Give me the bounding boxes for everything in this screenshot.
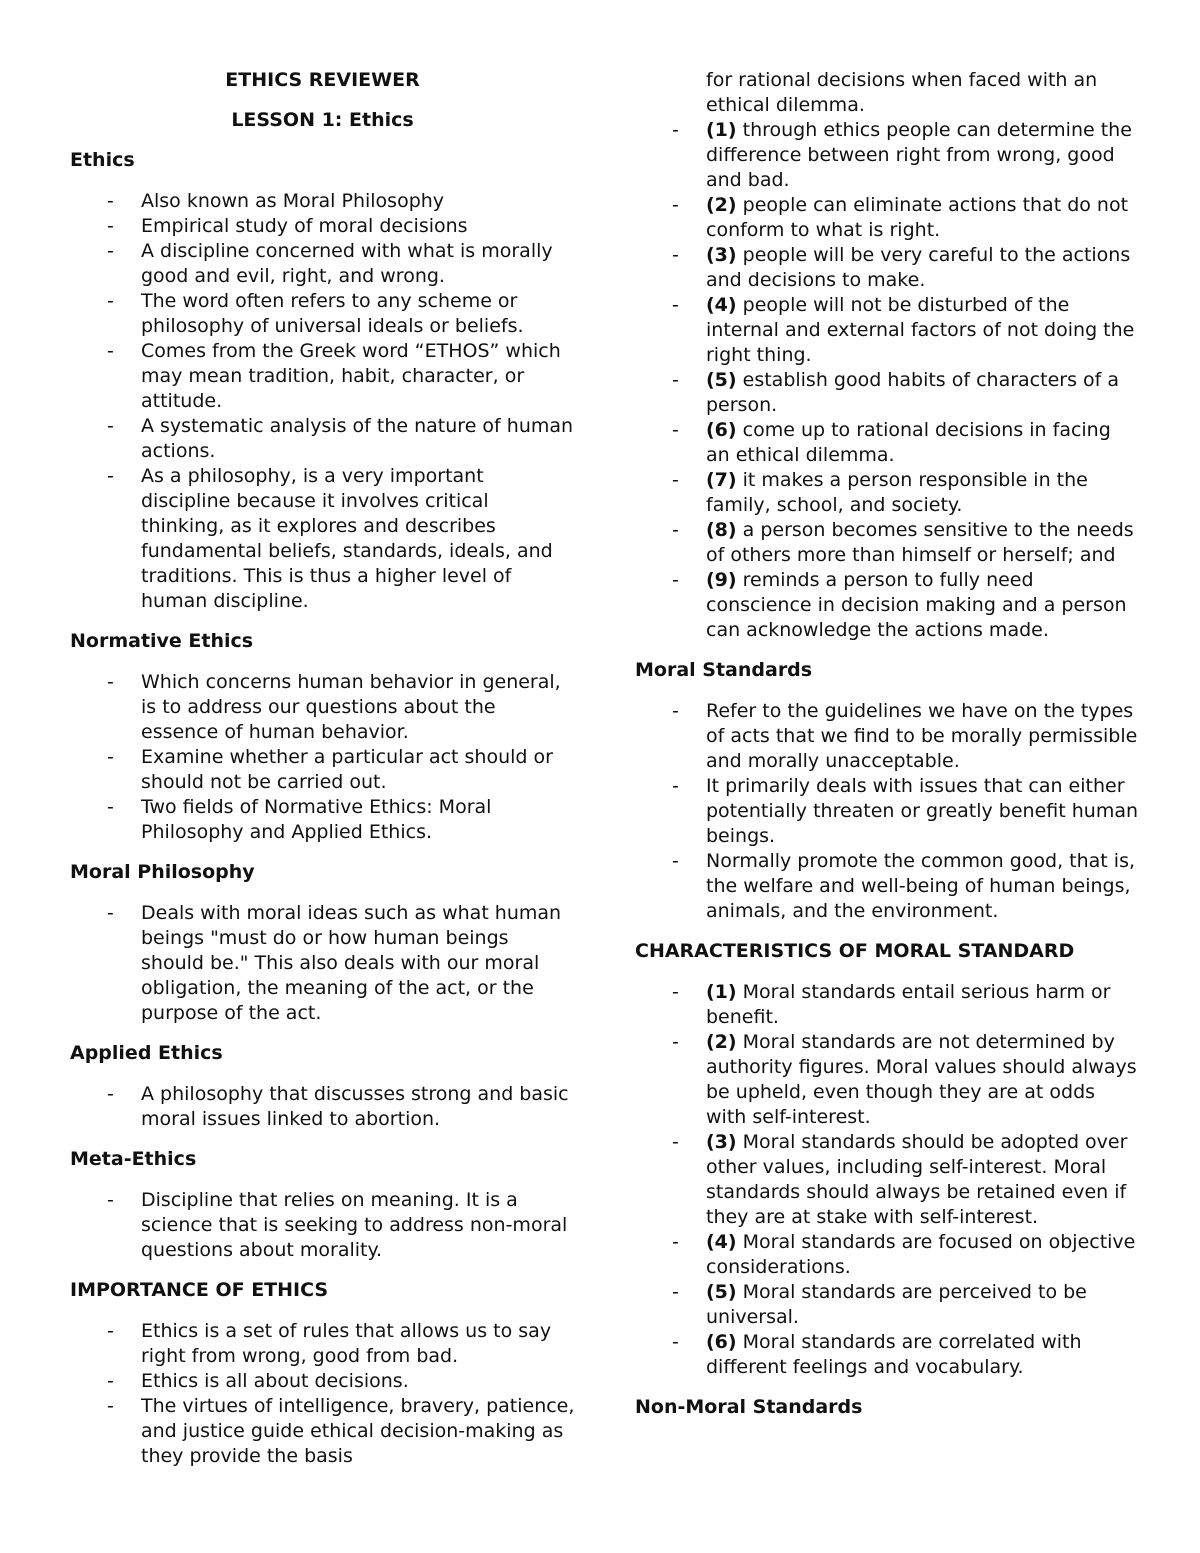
ethics-heading: Ethics — [70, 149, 135, 171]
normative-ethics-list — [70, 670, 575, 845]
numbered-item — [635, 118, 1140, 193]
item-number: (5) — [706, 1281, 737, 1303]
item-text: Moral standards entail serious harm or benefit. — [706, 981, 1111, 1028]
meta-ethics-heading: Meta-Ethics — [70, 1148, 197, 1170]
numbered-item — [635, 980, 1140, 1030]
list-item: - Normally promote the common good, that is, the welfare and well-being of human beings, animals, and the environment. — [635, 849, 1140, 924]
non-moral-standards-heading: Non-Moral Standards — [635, 1396, 863, 1418]
item-text: it makes a person responsible in the family, school, and society. — [706, 469, 1088, 516]
item-text: people will be very careful to the actions and decisions to make. — [706, 244, 1131, 291]
left-column — [70, 68, 575, 1484]
numbered-item — [635, 1280, 1140, 1330]
item-number: (2) — [706, 1031, 737, 1053]
item-text: come up to rational decisions in facing an ethical dilemma. — [706, 419, 1111, 466]
item-text: Moral standards are not determined by authority figures. Moral values should always be upheld, even though they are at odds with self-interest. — [706, 1031, 1137, 1128]
list-item: - Comes from the Greek word “ETHOS” which may mean tradition, habit, character, or attitude. — [70, 339, 575, 414]
list-item: - Ethics is a set of rules that allows us to say right from wrong, good from bad. — [70, 1319, 575, 1369]
moral-philosophy-list — [70, 901, 575, 1026]
list-item: - Empirical study of moral decisions — [70, 214, 575, 239]
list-item: - A philosophy that discusses strong and basic moral issues linked to abortion. — [70, 1082, 575, 1132]
item-text: people will not be disturbed of the internal and external factors of not doing the right thing. — [706, 294, 1135, 366]
item-number: (5) — [706, 369, 737, 391]
ethics-list — [70, 189, 575, 614]
applied-ethics-list — [70, 1082, 575, 1132]
item-number: (4) — [706, 294, 737, 316]
list-item: - A discipline concerned with what is morally good and evil, right, and wrong. — [70, 239, 575, 289]
item-number: (4) — [706, 1231, 737, 1253]
numbered-item — [635, 1130, 1140, 1230]
item-text: Moral standards are focused on objective considerations. — [706, 1231, 1136, 1278]
list-item: - As a philosophy, is a very important discipline because it involves critical thinking, as it explores and describes fundamental beliefs, standards, ideals, and traditions. This is thus a higher level of human discipline. — [70, 464, 575, 614]
item-text: people can eliminate actions that do not conform to what is right. — [706, 194, 1129, 241]
item-number: (1) — [706, 981, 737, 1003]
item-text: reminds a person to fully need conscience in decision making and a person can acknowledge the actions made. — [706, 569, 1127, 641]
list-item: - Refer to the guidelines we have on the types of acts that we find to be morally permissible and morally unacceptable. — [635, 699, 1140, 774]
numbered-item — [635, 1230, 1140, 1280]
importance-list — [70, 1319, 575, 1469]
item-text: Moral standards are perceived to be universal. — [706, 1281, 1087, 1328]
numbered-item — [635, 368, 1140, 418]
list-item: - Also known as Moral Philosophy — [70, 189, 575, 214]
importance-numbered-list — [635, 118, 1140, 643]
characteristics-list — [635, 980, 1140, 1380]
item-number: (8) — [706, 519, 737, 541]
item-number: (6) — [706, 1331, 737, 1353]
item-number: (3) — [706, 244, 737, 266]
item-number: (7) — [706, 469, 737, 491]
item-number: (3) — [706, 1131, 737, 1153]
applied-ethics-heading: Applied Ethics — [70, 1042, 223, 1064]
list-item: - It primarily deals with issues that can either potentially threaten or greatly benefit human beings. — [635, 774, 1140, 849]
item-text: a person becomes sensitive to the needs of others more than himself or herself; and — [706, 519, 1134, 566]
moral-philosophy-heading: Moral Philosophy — [70, 861, 255, 883]
list-item: - The word often refers to any scheme or philosophy of universal ideals or beliefs. — [70, 289, 575, 339]
item-number: (1) — [706, 119, 737, 141]
numbered-item — [635, 1330, 1140, 1380]
item-text: through ethics people can determine the difference between right from wrong, good and bad. — [706, 119, 1132, 191]
item-text: Moral standards should be adopted over other values, including self-interest. Moral standards should always be retained even if they are at stake with self-interest. — [706, 1131, 1128, 1228]
numbered-item — [635, 468, 1140, 518]
list-item: - Two fields of Normative Ethics: Moral Philosophy and Applied Ethics. — [70, 795, 575, 845]
importance-heading: IMPORTANCE OF ETHICS — [70, 1279, 329, 1301]
numbered-item — [635, 243, 1140, 293]
list-item: - Discipline that relies on meaning. It is a science that is seeking to address non-moral questions about morality. — [70, 1188, 575, 1263]
list-item: - Ethics is all about decisions. — [70, 1369, 575, 1394]
item-number: (2) — [706, 194, 737, 216]
moral-standards-heading: Moral Standards — [635, 659, 813, 681]
characteristics-heading: CHARACTERISTICS OF MORAL STANDARD — [635, 940, 1075, 962]
item-text: establish good habits of characters of a person. — [706, 369, 1120, 416]
lesson-title: LESSON 1: Ethics — [231, 109, 414, 131]
normative-ethics-heading: Normative Ethics — [70, 630, 254, 652]
item-number: (9) — [706, 569, 737, 591]
item-number: (6) — [706, 419, 737, 441]
numbered-item — [635, 418, 1140, 468]
numbered-item — [635, 1030, 1140, 1130]
right-column — [635, 68, 1140, 1436]
list-item: - A systematic analysis of the nature of human actions. — [70, 414, 575, 464]
list-item: - Deals with moral ideas such as what human beings "must do or how human beings should be." This also deals with our moral obligation, the meaning of the act, or the purpose of the act. — [70, 901, 575, 1026]
numbered-item — [635, 193, 1140, 243]
list-item: - Examine whether a particular act should or should not be carried out. — [70, 745, 575, 795]
meta-ethics-list — [70, 1188, 575, 1263]
list-item-continuation: for rational decisions when faced with an ethical dilemma. — [706, 69, 1098, 116]
numbered-item — [635, 568, 1140, 643]
list-item: - The virtues of intelligence, bravery, patience, and justice guide ethical decision-making as they provide the basis — [70, 1394, 575, 1469]
document-title: ETHICS REVIEWER — [225, 69, 420, 91]
numbered-item — [635, 293, 1140, 368]
list-item: - Which concerns human behavior in general, is to address our questions about the essence of human behavior. — [70, 670, 575, 745]
numbered-item — [635, 518, 1140, 568]
moral-standards-list — [635, 699, 1140, 924]
item-text: Moral standards are correlated with different feelings and vocabulary. — [706, 1331, 1082, 1378]
